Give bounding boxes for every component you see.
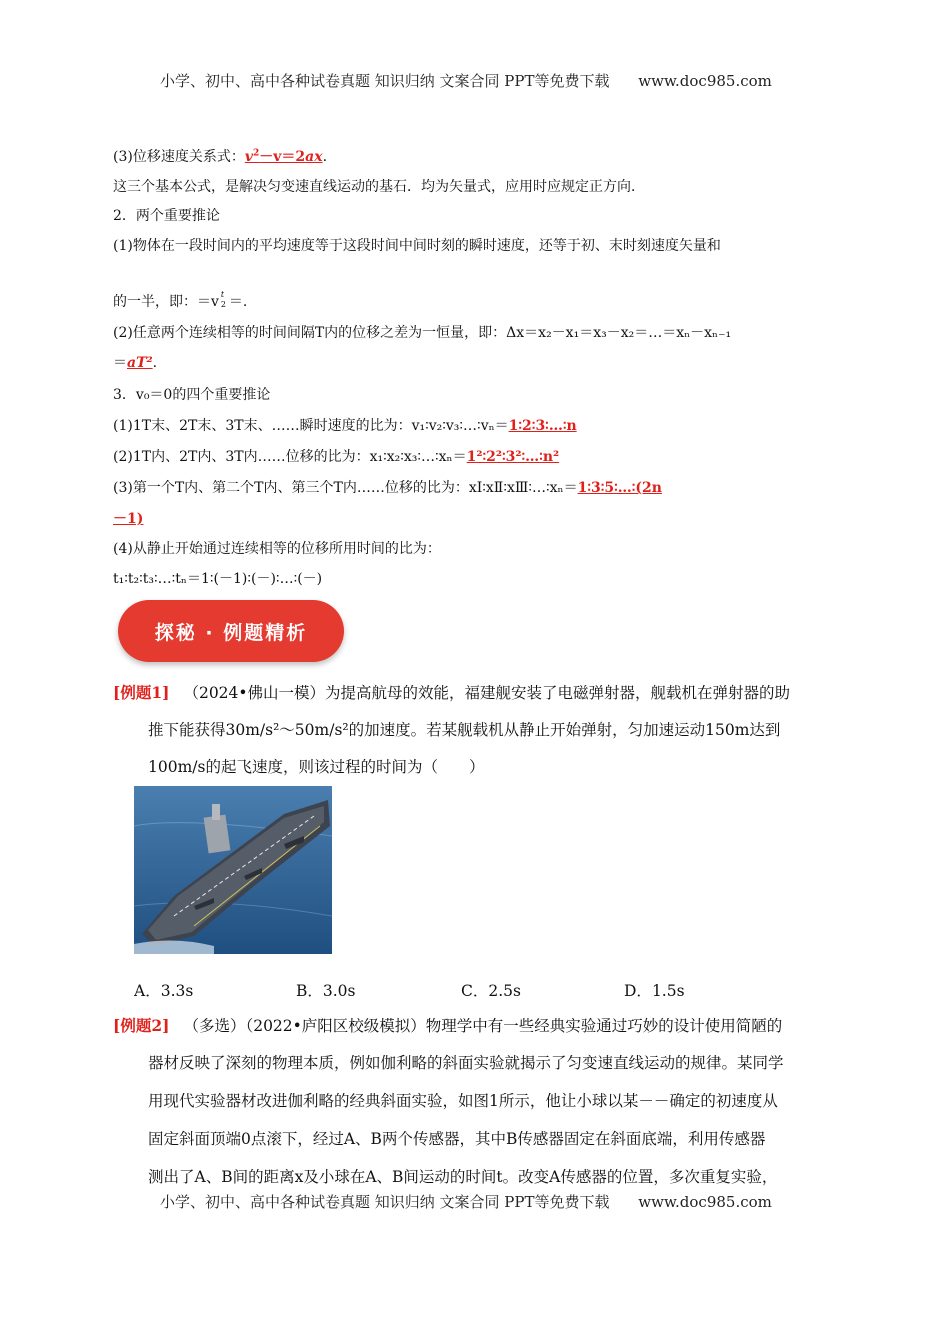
example-2-line-4: 固定斜面顶端0点滚下，经过A、B两个传感器，其中B传感器固定在斜面底端，利用传感器 (148, 1130, 766, 1148)
option-c[interactable]: C．2.5s (461, 982, 521, 1000)
example-2-line-3: 用现代实验器材改进伽利略的经典斜面实验，如图1所示，他让小球以某－－确定的初速度从 (148, 1092, 778, 1110)
fraction-2: 2 (220, 300, 227, 309)
section-3-item-2: (2)1T内、2T内、3T内……位移的比为：x₁∶x₂∶x₃∶…∶xₙ＝1²∶2²∶3²∶…∶n² (113, 449, 560, 465)
footer-url[interactable]: www.doc985.com (638, 1193, 772, 1211)
section-3-item-3-answer: 1∶3∶5∶…∶(2n (577, 480, 662, 496)
formula-3: (3)位移速度关系式：$v^2-v=2ax$. (113, 148, 328, 165)
section-3-item-1: (1)1T末、2T末、3T末、……瞬时速度的比为：v₁∶v₂∶v₃∶…∶vₙ＝1∶2∶3∶…∶n (113, 418, 577, 434)
section-3-item-3-answer-cont: －1) (113, 511, 144, 527)
page-header (160, 70, 772, 91)
section-badge (118, 600, 344, 662)
section-2-item-1-line-1: (1)物体在一段时间内的平均速度等于这段时间中间时刻的瞬时速度，还等于初、末时刻速度矢量和 (113, 238, 721, 254)
section-3-item-4-eq: t₁∶t₂∶t₃∶…∶tₙ＝1∶(－1)∶(－)∶…∶(－) (113, 571, 323, 587)
section-3-title: 3．v₀＝0的四个重要推论 (113, 387, 271, 403)
option-b[interactable]: B．3.0s (296, 982, 356, 1000)
section-2-item-2-line-1: (2)任意两个连续相等的时间间隔T内的位移之差为一恒量，即：Δx＝x₂－x₁＝x₃－x₂＝…＝xₙ－xₙ₋₁ (113, 325, 732, 341)
example-1-line-3: 100m/s的起飞速度，则该过程的时间为（ ） (148, 758, 485, 776)
option-d[interactable]: D．1.5s (624, 982, 685, 1000)
example-2-line-2: 器材反映了深刻的物理本质，例如伽利略的斜面实验就揭示了匀变速直线运动的规律。某同学 (148, 1054, 784, 1072)
example-1-tag: [例题1] (113, 683, 170, 702)
section-2-title: 2．两个重要推论 (113, 208, 220, 224)
option-a[interactable]: A．3.3s (134, 982, 194, 1000)
formula-3-answer: $v^2-v=2ax$ (244, 148, 323, 165)
section-3-item-2-answer: 1²∶2²∶3²∶…∶n² (466, 449, 560, 465)
example-2-line-1: [例题2] （多选）（2022•庐阳区校级模拟）物理学中有一些经典实验通过巧妙的设计使用简陋的 (113, 1016, 783, 1035)
example-2-line-5: 测出了A、B间的距离x及小球在A、B间运动的时间t。改变A传感器的位置，多次重复实验， (148, 1168, 778, 1186)
section-3-item-1-answer: 1∶2∶3∶…∶n (508, 418, 577, 434)
header-text: 小学、初中、高中各种试卷真题 知识归纳 文案合同 PPT等免费下载 (160, 72, 610, 90)
aircraft-carrier-image (134, 786, 332, 954)
page-footer (160, 1191, 772, 1212)
footer-text: 小学、初中、高中各种试卷真题 知识归纳 文案合同 PPT等免费下载 (160, 1193, 610, 1211)
section-badge-label: 探秘 · 例题精析 (154, 621, 308, 644)
aircraft-carrier-illustration (134, 786, 332, 954)
example-1-line-2: 推下能获得30m/s²～50m/s²的加速度。若某舰载机从静止开始弹射，匀加速运动150m达到 (148, 721, 781, 739)
section-3-item-4: (4)从静止开始通过连续相等的位移所用时间的比为： (113, 541, 441, 557)
basics-note: 这三个基本公式，是解决匀变速直线运动的基石．均为矢量式，应用时应规定正方向． (113, 179, 645, 195)
example-2-tag: [例题2] (113, 1016, 170, 1035)
formula-3-label: (3)位移速度关系式： (113, 149, 245, 165)
section-2-item-2-answer: aT² (127, 355, 153, 371)
section-3-item-3: (3)第一个T内、第二个T内、第三个T内……位移的比为：xⅠ∶xⅡ∶xⅢ∶…∶xₙ＝1∶3∶5∶…∶(2n (113, 480, 662, 496)
fraction-t: t (220, 290, 225, 299)
section-2-item-1-line-2: 的一半，即：＝v t 2 ＝. (113, 290, 248, 310)
header-url[interactable]: www.doc985.com (638, 72, 772, 90)
example-1-line-1: [例题1] （2024•佛山一模）为提高航母的效能，福建舰安装了电磁弹射器，舰载机在弹射器的助 (113, 683, 791, 702)
section-2-item-2-line-2: ＝aT². (113, 355, 158, 371)
